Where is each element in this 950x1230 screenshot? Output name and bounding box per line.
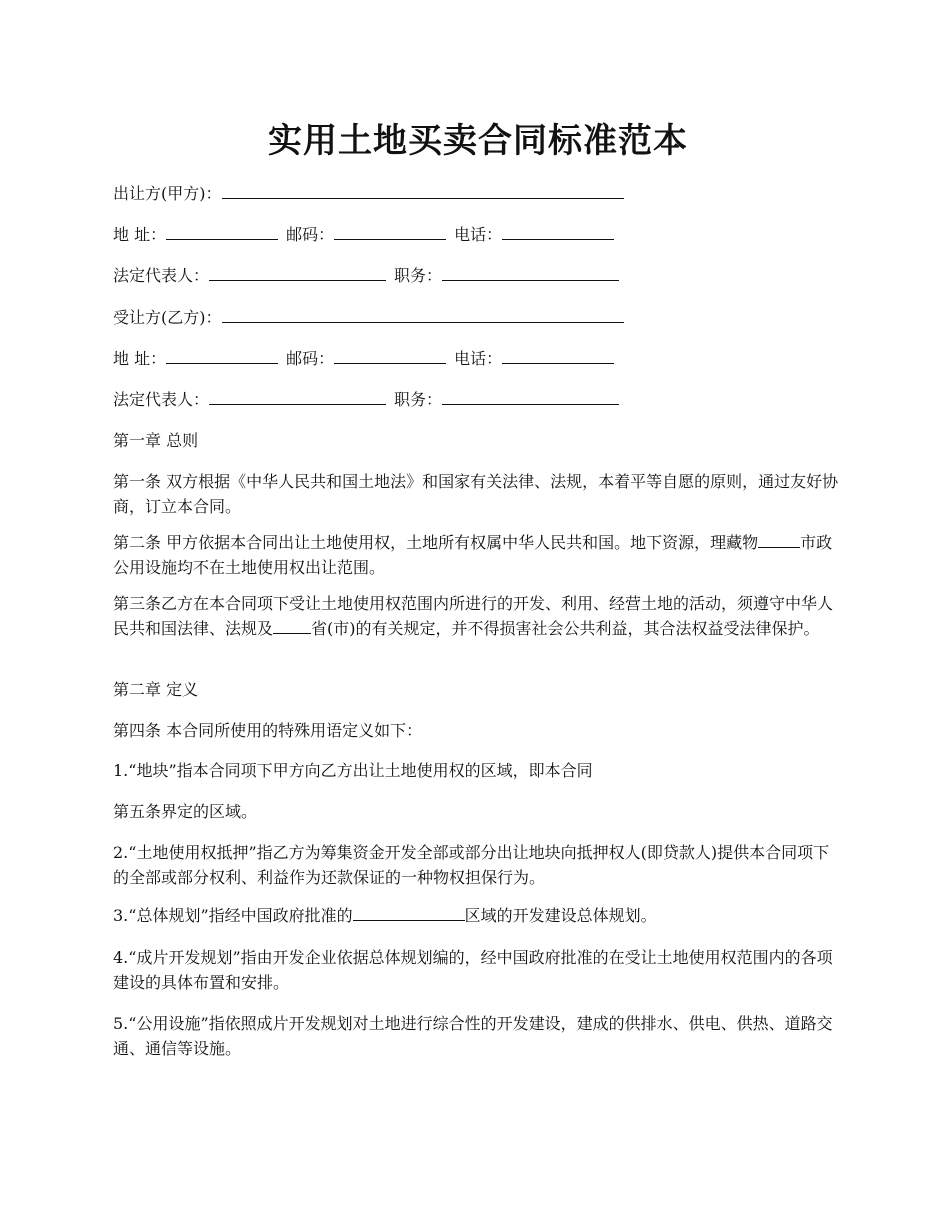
chapter-heading: 第一章 总则 <box>113 431 199 450</box>
phone-blank[interactable] <box>502 238 614 240</box>
phone-label: 电话： <box>454 349 503 368</box>
transferee-label: 受让方(乙方)： <box>113 308 222 327</box>
chapter-heading: 第二章 定义 <box>113 680 199 699</box>
address-blank[interactable] <box>166 362 278 364</box>
legal-rep-blank[interactable] <box>209 279 386 281</box>
legal-rep-line-b <box>113 387 619 412</box>
article-3 <box>113 591 841 641</box>
article-2-text: 第二条 甲方依据本合同出让土地使用权，土地所有权属中华人民共和国。地下资源，理藏物 <box>113 533 759 552</box>
article-1: 第一条 双方根据《中华人民共和国土地法》和国家有关法律、法规，本着平等自愿的原则，通过友好协商，订立本合同。 <box>113 472 839 516</box>
position-blank[interactable] <box>442 403 619 405</box>
definition-1-continued: 第五条界定的区域。 <box>113 802 258 821</box>
definition-3-blank[interactable] <box>353 919 465 921</box>
article-3-text-end: 省(市)的有关规定，并不得损害社会公共利益，其合法权益受法律保护。 <box>311 619 820 638</box>
article-4: 第四条 本合同所使用的特殊用语定义如下： <box>113 721 423 740</box>
legal-rep-label: 法定代表人： <box>113 266 210 285</box>
transferee-blank[interactable] <box>222 321 624 323</box>
definition-2: 2.“土地使用权抵押”指乙方为筹集资金开发全部或部分出让地块向抵押权人(即贷款人)提供本合同项下的全部或部分权利、利益作为还款保证的一种物权担保行为。 <box>113 843 830 887</box>
article-2-blank[interactable] <box>758 546 800 548</box>
position-label: 职务： <box>394 390 443 409</box>
address-blank[interactable] <box>166 238 278 240</box>
definition-3-text: 3.“总体规划”指经中国政府批准的 <box>113 906 353 925</box>
address-label: 地 址： <box>113 225 167 244</box>
phone-label: 电话： <box>454 225 503 244</box>
article-3-text: 第三条乙方在本合同项下受让土地使用权范围内所进行的开发、利用、经营土地的活动，须遵守中华人民共和国法律、法规及 <box>113 594 834 638</box>
phone-blank[interactable] <box>502 362 614 364</box>
article-3-blank[interactable] <box>273 632 311 634</box>
article-2 <box>113 530 841 580</box>
definition-3 <box>113 903 657 928</box>
transferee-line <box>113 305 624 330</box>
postcode-blank[interactable] <box>334 362 446 364</box>
address-line-a <box>113 222 614 247</box>
definition-1: 1.“地块”指本合同项下甲方向乙方出让土地使用权的区域，即本合同 <box>113 761 593 780</box>
legal-rep-label: 法定代表人： <box>113 390 210 409</box>
transferor-blank[interactable] <box>222 197 624 199</box>
transferor-label: 出让方(甲方)： <box>113 184 222 203</box>
legal-rep-line-a <box>113 263 619 288</box>
transferor-line <box>113 181 624 206</box>
definition-5: 5.“公用设施”指依照成片开发规划对土地进行综合性的开发建设，建成的供排水、供电、供热、道路交通、通信等设施。 <box>113 1014 833 1058</box>
postcode-blank[interactable] <box>334 238 446 240</box>
position-blank[interactable] <box>442 279 619 281</box>
document-title: 实用土地买卖合同标准范本 <box>268 121 688 161</box>
address-label: 地 址： <box>113 349 167 368</box>
article-2-text-end: 市政公用设施均不在土地使用权出让范围。 <box>113 533 833 577</box>
position-label: 职务： <box>394 266 443 285</box>
definition-4: 4.“成片开发规划”指由开发企业依据总体规划编的，经中国政府批准的在受让土地使用权范围内的各项建设的具体布置和安排。 <box>113 948 833 992</box>
definition-3-text-end: 区域的开发建设总体规划。 <box>464 906 657 925</box>
postcode-label: 邮码： <box>286 349 335 368</box>
address-line-b <box>113 346 614 371</box>
legal-rep-blank[interactable] <box>209 403 386 405</box>
postcode-label: 邮码： <box>286 225 335 244</box>
